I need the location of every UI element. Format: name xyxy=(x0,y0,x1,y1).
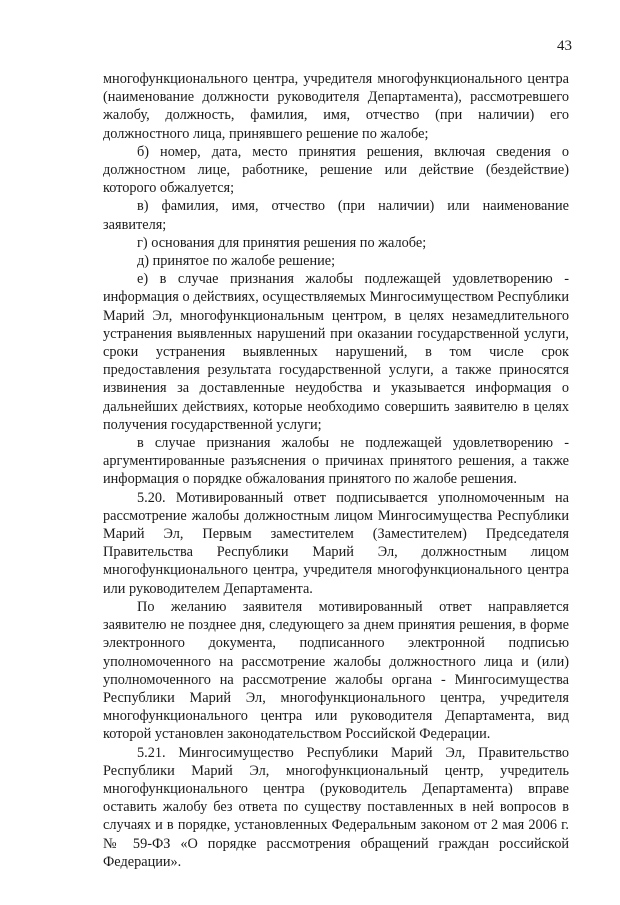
paragraph-continuation: многофункционального центра, учредителя многофункционального центра (наименование должности руководителя Департамента), рассмотревшего жалобу, должность, фамилия, имя, отчество (при наличии) его должностного лица, принявшего решение по жалобе; xyxy=(103,71,569,142)
paragraph-item-e: е) в случае признания жалобы подлежащей удовлетворению - информация о действиях, осуществляемых Мингосимуществом Республики Марий Эл, многофункциональным центром, в целях незамедлительного устранения выявленных нарушений при оказании государственной услуги, сроки устранения выявленных нарушений, в том числе срок предоставления результата государственной услуги, а также приносятся извинения за доставленные неудобства и указывается информация о дальнейших действиях, которые необходимо совершить заявителю в целях получения государственной услуги; xyxy=(103,271,569,433)
paragraph-5-21: 5.21. Мингосимущество Республики Марий Эл, Правительство Республики Марий Эл, многофункциональный центр, учредитель многофункционального центра (руководитель Департамента) вправе оставить жалобу без ответа по существу поставленных в ней вопросов в случаях и в порядке, установленных Федеральным законом от 2 мая 2006 г. № 59-ФЗ «О порядке рассмотрения обращений граждан российской Федерации». xyxy=(103,744,569,870)
paragraph-5-20: 5.20. Мотивированный ответ подписывается уполномоченным на рассмотрение жалобы должностным лицом Мингосимущества Республики Марий Эл, Первым заместителем (Заместителем) Председателя Правительства Республики Марий Эл, должностным лицом многофункционального центра, учредителя многофункционального центра или руководителем Департамента. xyxy=(103,489,569,597)
paragraph-item-g: г) основания для принятия решения по жалобе; xyxy=(137,234,427,251)
paragraph-item-v: в) фамилия, имя, отчество (при наличии) или наименование заявителя; xyxy=(103,198,569,233)
paragraph-item-d: д) принятое по жалобе решение; xyxy=(137,253,336,270)
paragraph-rejection-case: в случае признания жалобы не подлежащей удовлетворению - аргументированные разъяснения о причинах принятого решения, а также информация о порядке обжалования принятого по жалобе решения. xyxy=(103,435,569,488)
page-number: 43 xyxy=(557,38,572,54)
document-body xyxy=(103,70,569,871)
paragraph-electronic-response: По желанию заявителя мотивированный ответ направляется заявителю не позднее дня, следующего за днем принятия решения, в форме электронного документа, подписанного электронной подписью уполномоченного на рассмотрение жалобы должностного лица и (или) уполномоченного на рассмотрение жалобы органа - Мингосимущества Республики Марий Эл, многофункционального центра, учредителя многофункционального центра или руководителя Департамента, вид которой установлен законодательством Российской Федерации. xyxy=(103,598,569,743)
paragraph-item-b: б) номер, дата, место принятия решения, включая сведения о должностном лице, работнике, решение или действие (бездействие) которого обжалуется; xyxy=(103,143,569,197)
